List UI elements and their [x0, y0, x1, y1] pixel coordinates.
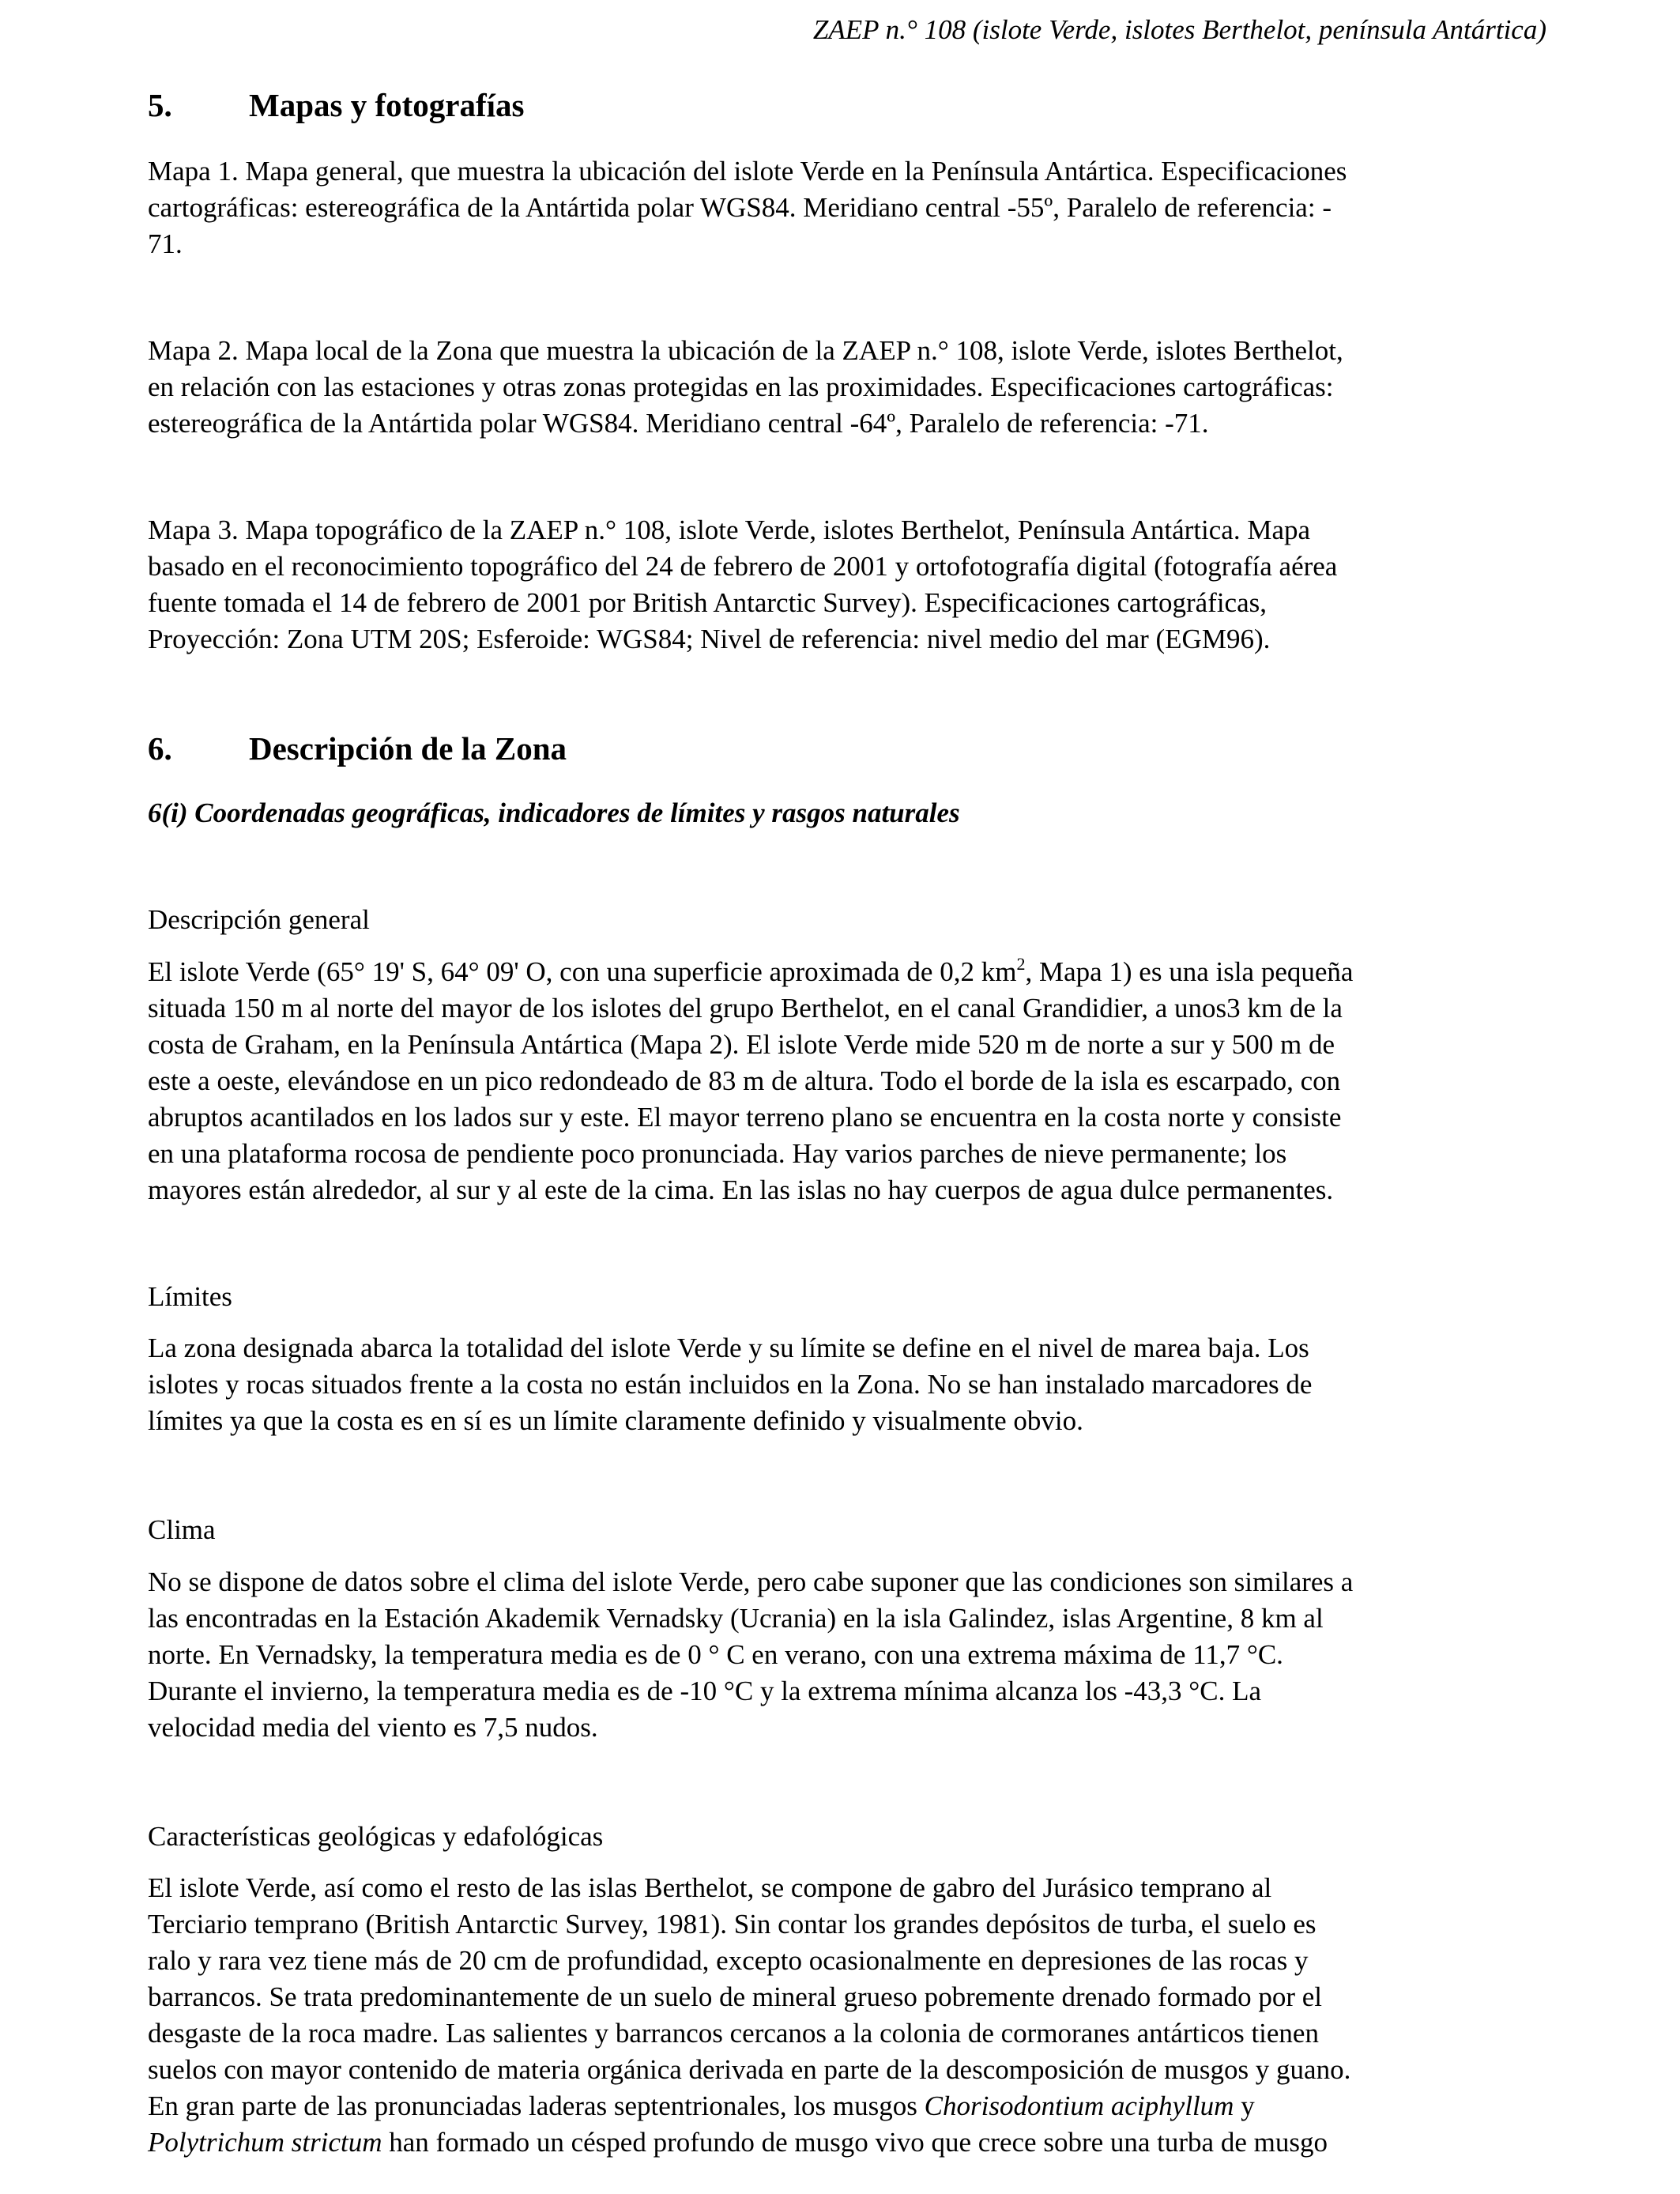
text-segment: y	[1234, 2090, 1255, 2121]
text-line: suelos con mayor contenido de materia orgánica derivada en parte de la descomposición de musgos y guano.	[148, 2054, 1351, 2085]
text-segment: , Mapa 1) es una isla pequeña	[1025, 956, 1354, 987]
text-line: Durante el invierno, la temperatura media es de -10 °C y la extrema mínima alcanza los -43,3 °C. La	[148, 1676, 1262, 1706]
text-line: en relación con las estaciones y otras zonas protegidas en las proximidades. Especificaciones cartográficas:	[148, 371, 1334, 402]
text-line: Proyección: Zona UTM 20S; Esferoide: WGS84; Nivel de referencia: nivel medio del mar (EGM96).	[148, 624, 1271, 654]
text-line	[148, 2088, 1546, 2124]
text-segment: En gran parte de las pronunciadas laderas septentrionales, los musgos	[148, 2090, 925, 2121]
text-line: este a oeste, elevándose en un pico redondeado de 83 m de altura. Todo el borde de la isla es escarpado, con	[148, 1065, 1341, 1096]
text-line	[148, 2124, 1546, 2161]
text-line: situada 150 m al norte del mayor de los islotes del grupo Berthelot, en el canal Grandidier, a unos3 km de la	[148, 993, 1343, 1023]
map-1-description	[148, 153, 1546, 262]
text-line: Mapa 1. Mapa general, que muestra la ubicación del islote Verde en la Península Antártica. Especificaciones	[148, 156, 1347, 187]
text-line: en una plataforma rocosa de pendiente poco pronunciada. Hay varios parches de nieve permanente; los	[148, 1138, 1287, 1169]
text-line: las encontradas en la Estación Akademik Vernadsky (Ucrania) en la isla Galindez, islas Argentine, 8 km al	[148, 1603, 1324, 1634]
running-header: ZAEP n.° 108 (islote Verde, islotes Berthelot, península Antártica)	[812, 14, 1546, 45]
geology-text	[148, 1870, 1546, 2161]
text-segment: El islote Verde (65° 19' S, 64° 09' O, con una superficie aproximada de 0,2 km	[148, 956, 1017, 987]
text-line: estereográfica de la Antártida polar WGS84. Meridiano central -64º, Paralelo de referencia: -71.	[148, 408, 1209, 439]
limits-heading: Límites	[148, 1281, 232, 1312]
section-number: 5.	[148, 87, 172, 123]
text-line: costa de Graham, en la Península Antártica (Mapa 2). El islote Verde mide 520 m de norte a sur y 500 m de	[148, 1029, 1335, 1060]
superscript: 2	[1016, 954, 1026, 974]
text-line: Mapa 3. Mapa topográfico de la ZAEP n.° 108, islote Verde, islotes Berthelot, Península Antártica. Mapa	[148, 515, 1311, 545]
section-number: 6.	[148, 730, 172, 767]
text-line: Terciario temprano (British Antarctic Survey, 1981). Sin contar los grandes depósitos de turba, el suelo es	[148, 1909, 1317, 1940]
climate-heading: Clima	[148, 1514, 216, 1545]
section-title: Descripción de la Zona	[249, 730, 567, 767]
text-line: barrancos. Se trata predominantemente de un suelo de mineral grueso pobremente drenado formado por el	[148, 1981, 1322, 2012]
text-line: límites ya que la costa es en sí es un límite claramente definido y visualmente obvio.	[148, 1405, 1083, 1436]
text-line: mayores están alrededor, al sur y al este de la cima. En las islas no hay cuerpos de agua dulce permanentes.	[148, 1174, 1334, 1205]
text-line: 71.	[148, 228, 183, 259]
text-line: Mapa 2. Mapa local de la Zona que muestra la ubicación de la ZAEP n.° 108, islote Verde, islotes Berthelot,	[148, 335, 1343, 366]
text-line: La zona designada abarca la totalidad del islote Verde y su límite se define en el nivel de marea baja. Los	[148, 1333, 1309, 1363]
text-line: desgaste de la roca madre. Las salientes y barrancos cercanos a la colonia de cormoranes antárticos tienen	[148, 2018, 1319, 2049]
text-segment: han formado un césped profundo de musgo vivo que crece sobre una turba de musgo	[382, 2127, 1328, 2158]
general-description-text	[148, 954, 1546, 1208]
text-line: fuente tomada el 14 de febrero de 2001 por British Antarctic Survey). Especificaciones cartográficas,	[148, 587, 1267, 618]
text-line: abruptos acantilados en los lados sur y este. El mayor terreno plano se encuentra en la costa norte y consiste	[148, 1102, 1342, 1133]
text-line: cartográficas: estereográfica de la Antártida polar WGS84. Meridiano central -55º, Paralelo de referencia: -	[148, 192, 1332, 223]
text-line: islotes y rocas situados frente a la costa no están incluidos en la Zona. No se han instalado marcadores de	[148, 1369, 1313, 1400]
geology-heading: Características geológicas y edafológicas	[148, 1821, 604, 1852]
subsection-heading: 6(i) Coordenadas geográficas, indicadores de límites y rasgos naturales	[148, 797, 960, 828]
text-line: velocidad media del viento es 7,5 nudos.	[148, 1712, 598, 1743]
limits-text	[148, 1330, 1546, 1439]
species-name: Chorisodontium aciphyllum	[924, 2090, 1234, 2121]
map-2-description	[148, 333, 1546, 442]
text-line: El islote Verde, así como el resto de las islas Berthelot, se compone de gabro del Jurásico temprano al	[148, 1872, 1272, 1903]
text-line	[148, 954, 1546, 990]
map-3-description	[148, 512, 1546, 658]
text-line: ralo y rara vez tiene más de 20 cm de profundidad, excepto ocasionalmente en depresiones de las rocas y	[148, 1945, 1309, 1976]
text-line: basado en el reconocimiento topográfico del 24 de febrero de 2001 y ortofotografía digital (fotografía aérea	[148, 551, 1338, 582]
section-title: Mapas y fotografías	[249, 87, 525, 123]
text-line: norte. En Vernadsky, la temperatura media es de 0 ° C en verano, con una extrema máxima de 11,7 °C.	[148, 1639, 1283, 1670]
text-line: No se dispone de datos sobre el clima del islote Verde, pero cabe suponer que las condiciones son similares a	[148, 1566, 1354, 1597]
climate-text	[148, 1564, 1546, 1746]
section-5-heading	[148, 85, 524, 125]
general-description-heading: Descripción general	[148, 904, 370, 935]
species-name: Polytrichum strictum	[148, 2127, 382, 2158]
section-6-heading	[148, 729, 567, 768]
